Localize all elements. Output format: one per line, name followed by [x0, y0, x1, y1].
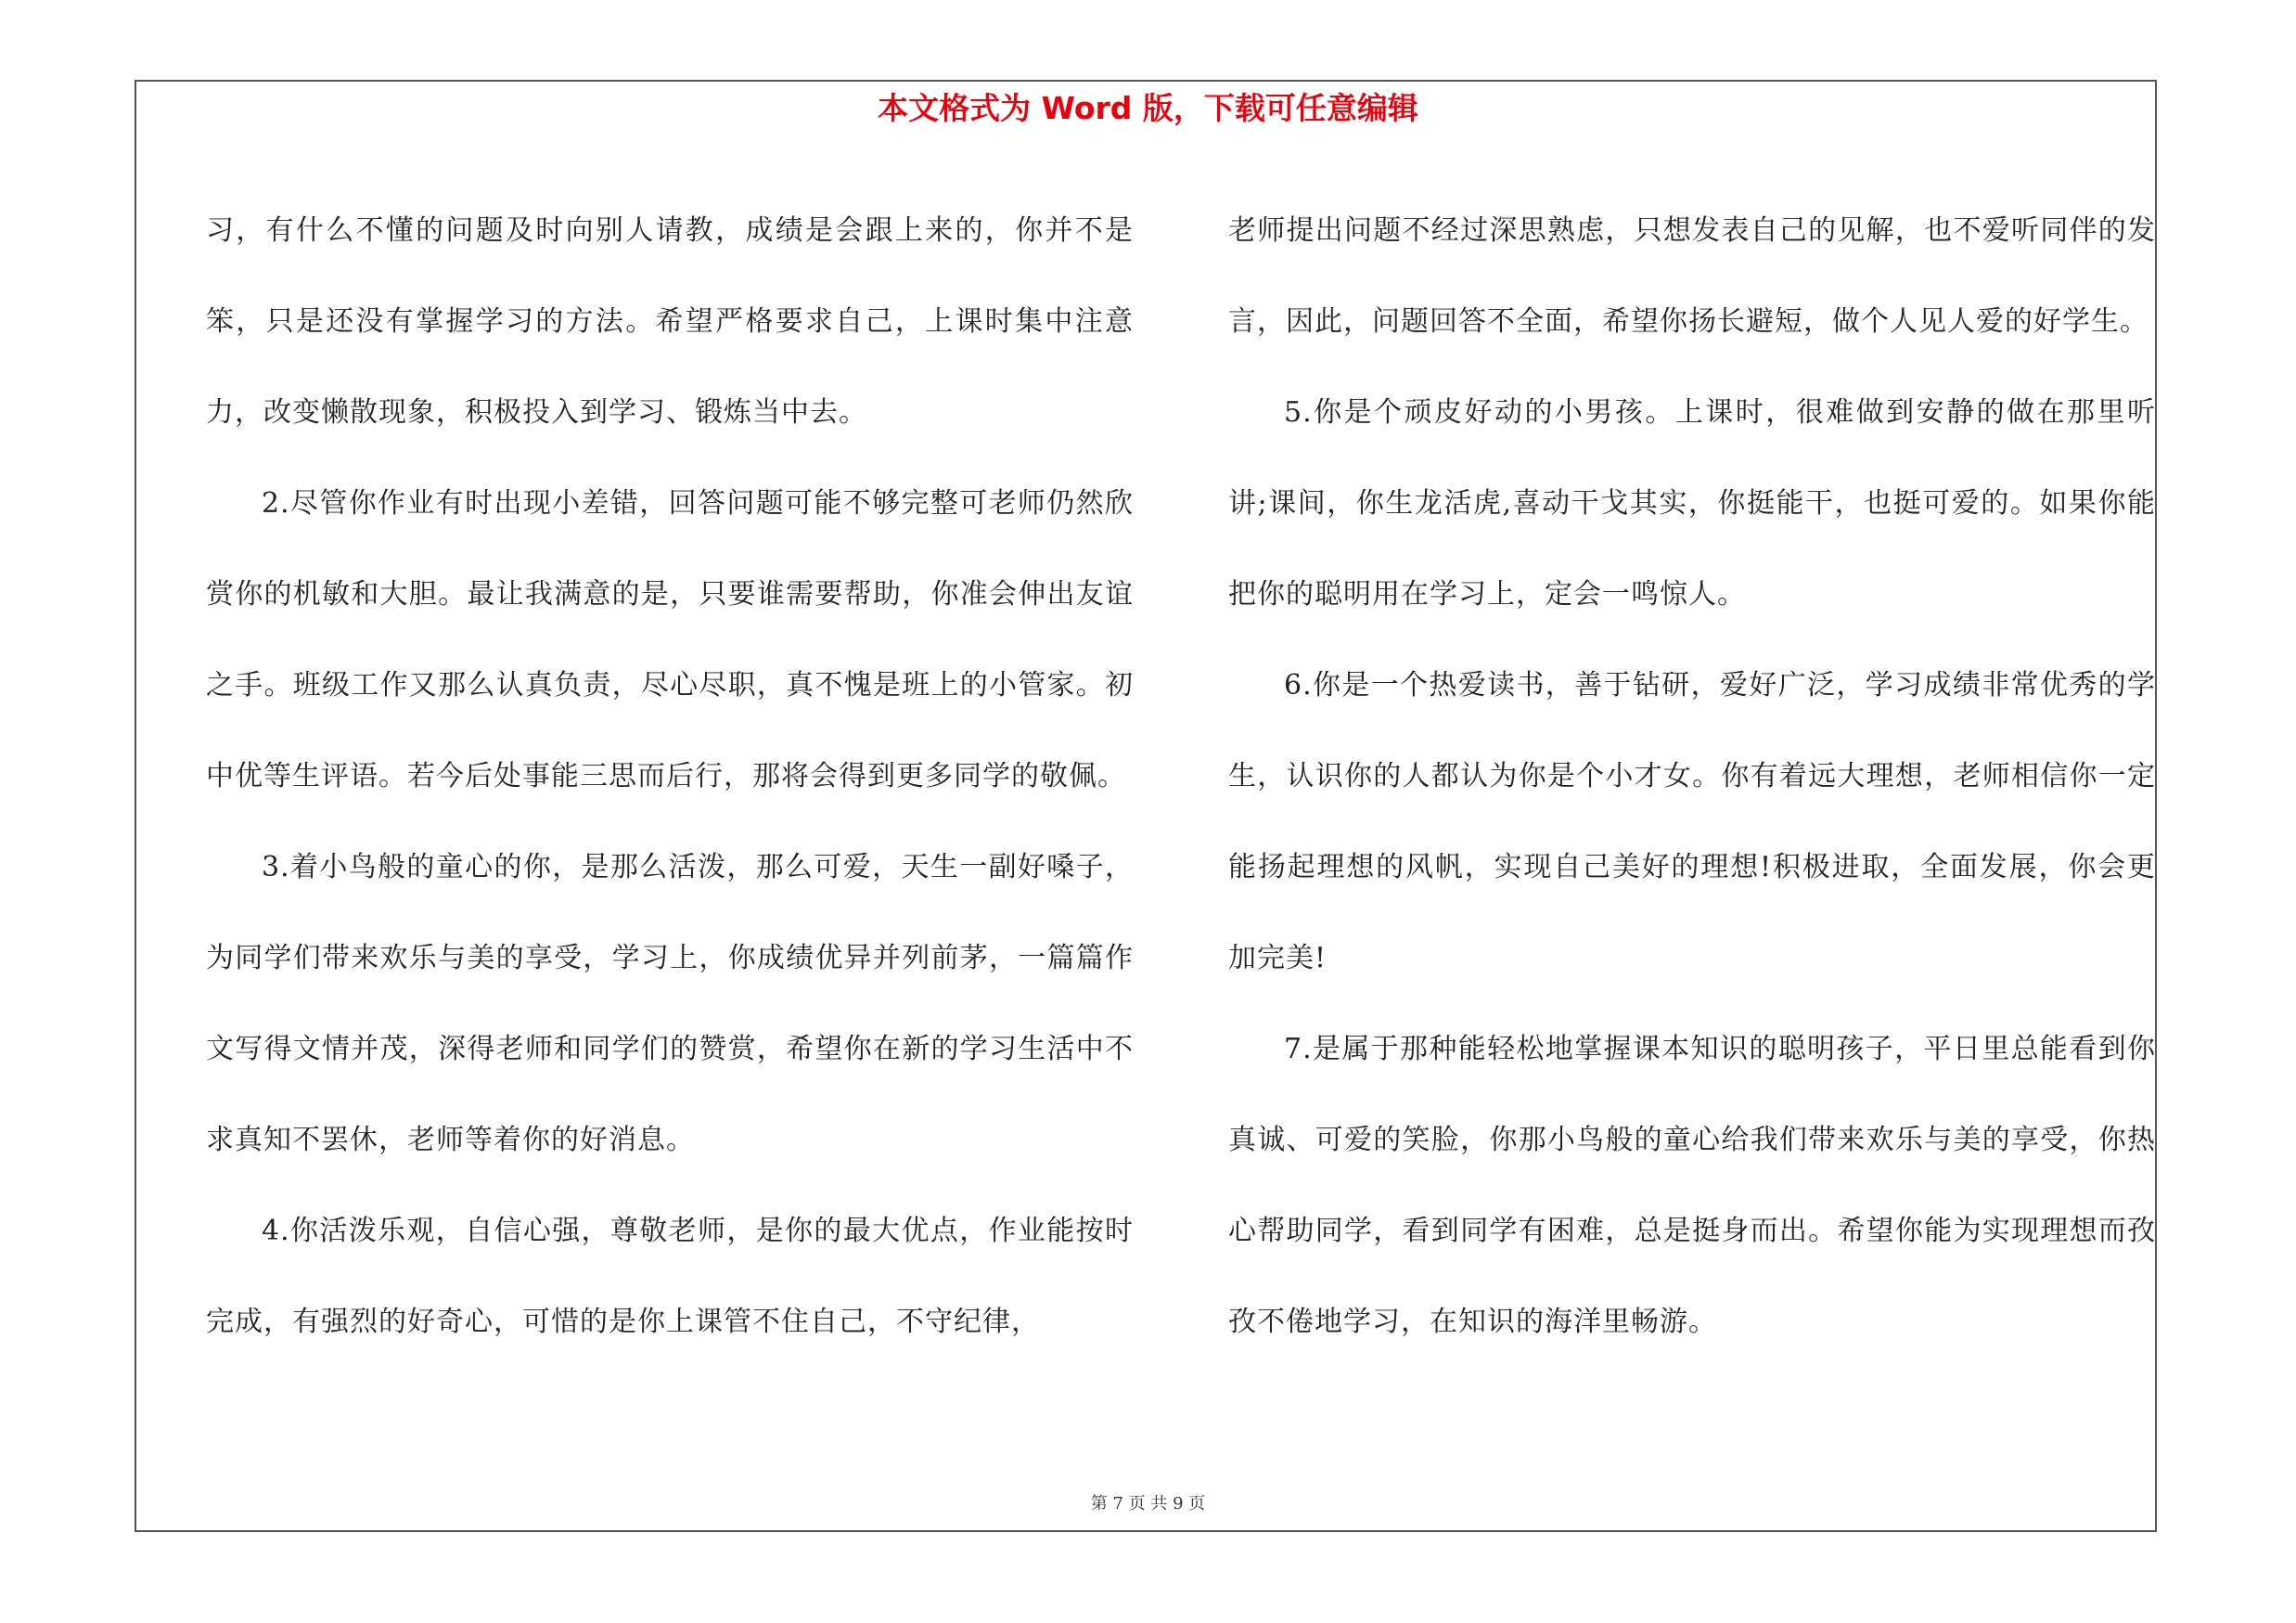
paragraph: 4.你活泼乐观，自信心强，尊敬老师，是你的最大优点，作业能按时完成，有强烈的好奇心，可惜的是你上课管不住自己，不守纪律，	[206, 1215, 1134, 1338]
left-column	[206, 186, 1134, 1368]
paragraph: 7.是属于那种能轻松地掌握课本知识的聪明孩子，平日里总能看到你真诚、可爱的笑脸，你那小鸟般的童心给我们带来欢乐与美的享受，你热心帮助同学，看到同学有困难，总是挺身而出。希望你能为实现理想而孜孜不倦地学习，在知识的海洋里畅游。	[1228, 1033, 2156, 1338]
paragraph: 6.你是一个热爱读书，善于钻研，爱好广泛，学习成绩非常优秀的学生，认识你的人都认为你是个小才女。你有着远大理想，老师相信你一定能扬起理想的风帆，实现自己美好的理想!积极进取，全面发展，你会更加完美!	[1228, 669, 2156, 974]
paragraph: 习，有什么不懂的问题及时向别人请教，成绩是会跟上来的，你并不是笨，只是还没有掌握学习的方法。希望严格要求自己，上课时集中注意力，改变懒散现象，积极投入到学习、锻炼当中去。	[206, 214, 1134, 429]
paragraph: 老师提出问题不经过深思熟虑，只想发表自己的见解，也不爱听同伴的发言，因此，问题回答不全面，希望你扬长避短，做个人见人爱的好学生。	[1228, 214, 2156, 338]
right-column	[1228, 186, 2156, 1368]
format-banner: 本文格式为 Word 版，下载可任意编辑	[878, 90, 1418, 126]
paragraph: 3.着小鸟般的童心的你，是那么活泼，那么可爱，天生一副好嗓子，为同学们带来欢乐与美的享受，学习上，你成绩优异并列前茅，一篇篇作文写得文情并茂，深得老师和同学们的赞赏，希望你在新的学习生活中不求真知不罢休，老师等着你的好消息。	[206, 851, 1134, 1156]
page-number-footer: 第 7 页 共 9 页	[1090, 1494, 1206, 1514]
paragraph: 5.你是个顽皮好动的小男孩。上课时，很难做到安静的做在那里听讲;课间，你生龙活虎,喜动干戈其实，你挺能干，也挺可爱的。如果你能把你的聪明用在学习上，定会一鸣惊人。	[1228, 396, 2156, 611]
paragraph: 2.尽管你作业有时出现小差错，回答问题可能不够完整可老师仍然欣赏你的机敏和大胆。最让我满意的是，只要谁需要帮助，你准会伸出友谊之手。班级工作又那么认真负责，尽心尽职，真不愧是班上的小管家。初中优等生评语。若今后处事能三思而后行，那将会得到更多同学的敬佩。	[206, 487, 1134, 792]
